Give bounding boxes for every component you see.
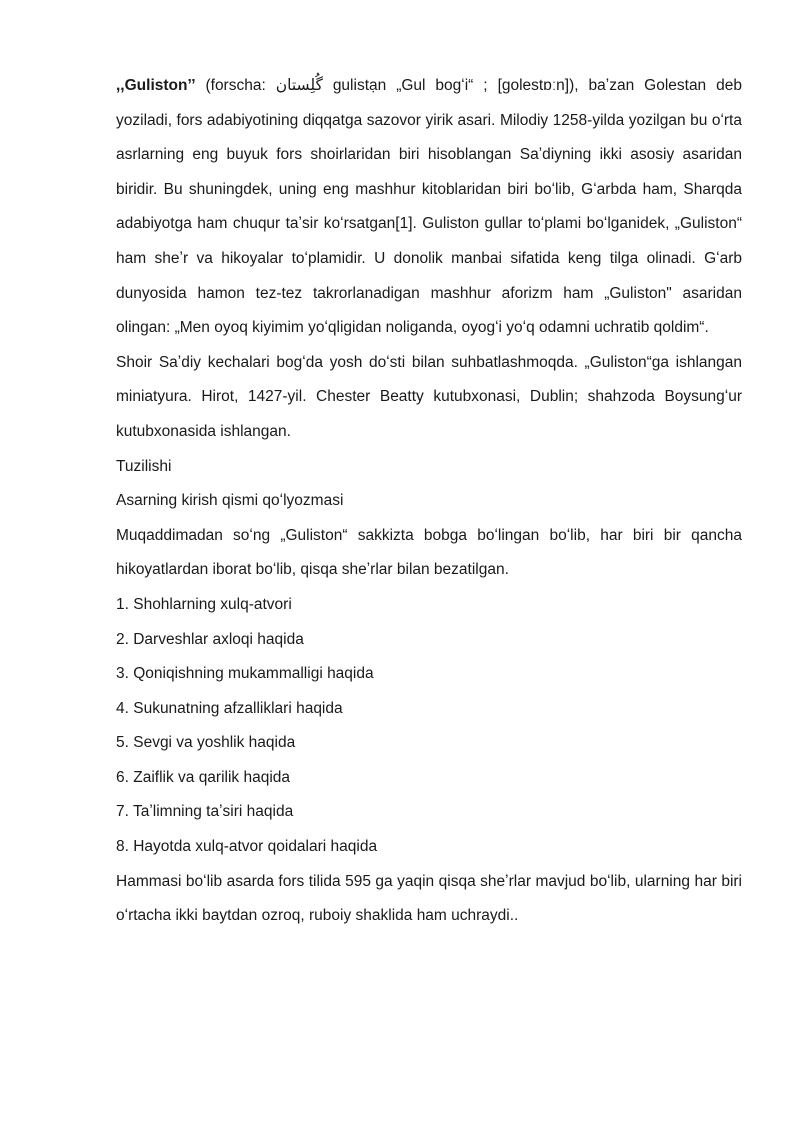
chapter-item: 2. Darveshlar axloqi haqida <box>116 630 304 648</box>
chapter-item: 4. Sukunatning afzalliklari haqida <box>116 699 343 717</box>
manuscript-note: Asarning kirish qismi qoʻlyozmasi <box>116 492 344 510</box>
document-title: ,,Guliston’’ <box>116 77 196 94</box>
intro-text-before-persian: (forscha: <box>195 77 276 94</box>
chapter-item: 3. Qoniqishning mukammalligi haqida <box>116 665 374 683</box>
intro-text-after-persian: gulistạn „Gul bogʻi“ ; [golestɒːn]), baʼzan Golestan deb yoziladi, fors adabiyotining diqqatga sazovor yirik asari. Milodiy 1258-yilda yozilgan bu oʻrta asrlarning eng buyuk fors shoirlaridan biri hisoblangan Saʼdiyning ikki asosiy asaridan biridir. Bu shuningdek, uning eng mashhur kitoblaridan biri boʻlib, Gʻarbda ham, Sharqda adabiyotga ham chuqur taʼsir koʻrsatgan[1]. Guliston gullar toʻplami boʻlganidek, „Guliston“ ham sheʼr va hikoyalar toʻplamidir. U donolik manbai sifatida keng tilga olinadi. Gʻarb dunyosida hamon tez-tez takrorlanadigan mashhur aforizm ham „Guliston" asaridan olingan: „Men oyoq kiyimim yoʻqligidan noliganda, oyogʻi yoʻq odamni uchratib qoldim“. <box>116 77 742 337</box>
chapter-item: 8. Hayotda xulq-atvor qoidalari haqida <box>116 838 378 856</box>
persian-title: گُلِستان <box>275 76 323 94</box>
chapter-item: 5. Sevgi va yoshlik haqida <box>116 734 296 752</box>
section-heading-structure: Tuzilishi <box>116 457 172 475</box>
intro-paragraph <box>116 68 742 346</box>
chapter-item: 1. Shohlarning xulq-atvori <box>116 595 292 613</box>
image-caption-paragraph: Shoir Saʼdiy kechalari bogʻda yosh doʻsti bilan suhbatlashmoqda. „Guliston“ga ishlangan miniatyura. Hirot, 1427-yil. Chester Beatty kutubxonasi, Dublin; shahzoda Boysungʻur kutubxonasida ishlangan. <box>116 353 742 440</box>
chapter-item: 6. Zaiflik va qarilik haqida <box>116 768 291 786</box>
chapter-list <box>116 588 742 865</box>
chapters-intro-paragraph: Muqaddimadan soʻng „Guliston“ sakkizta bobga boʻlingan boʻlib, har biri bir qancha hikoyatlardan iborat boʻlib, qisqa sheʼrlar bilan bezatilgan. <box>116 526 742 579</box>
document-page <box>116 68 742 934</box>
conclusion-paragraph: Hammasi boʻlib asarda fors tilida 595 ga yaqin qisqa sheʼrlar mavjud boʻlib, ularning har biri oʻrtacha ikki baytdan ozroq, ruboiy shaklida ham uchraydi.. <box>116 872 742 925</box>
chapter-item: 7. Taʼlimning taʼsiri haqida <box>116 803 294 821</box>
